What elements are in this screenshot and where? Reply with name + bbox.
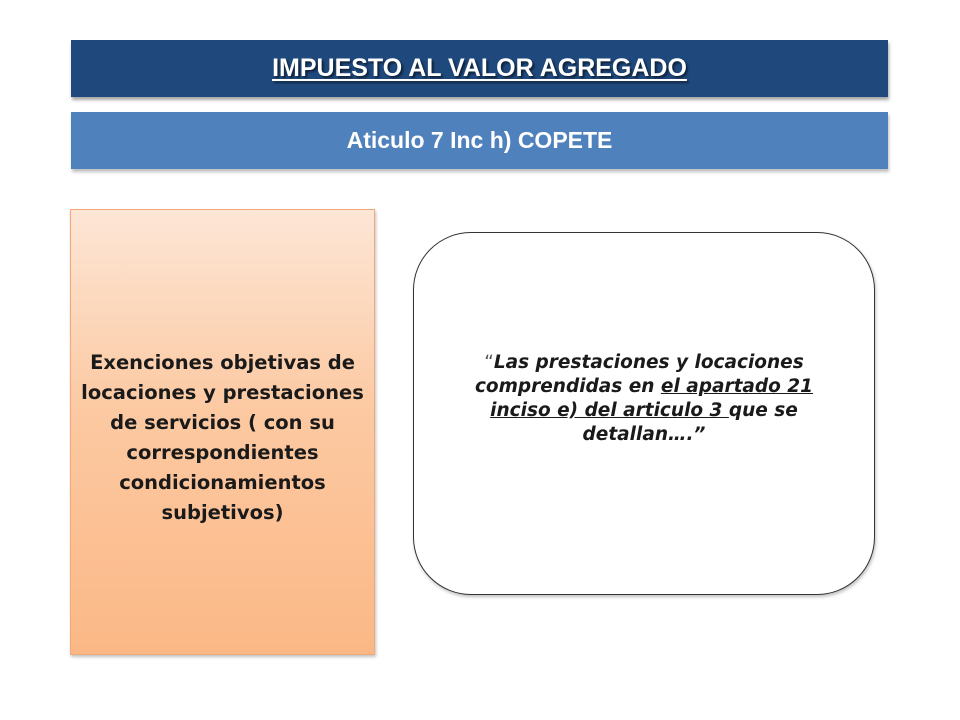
slide-subtitle: Aticulo 7 Inc h) COPETE bbox=[346, 127, 613, 153]
exemptions-box bbox=[70, 209, 375, 655]
title-banner bbox=[71, 40, 888, 97]
slide-title: IMPUESTO AL VALOR AGREGADO bbox=[272, 54, 687, 82]
close-quote-mark: ” bbox=[693, 424, 706, 445]
quote-box bbox=[413, 232, 875, 595]
quote-part-1: Las prestaciones y locaciones comprendidas en bbox=[474, 352, 804, 397]
quote-text bbox=[450, 351, 838, 447]
exemptions-text: Exenciones objetivas de locaciones y prestaciones de servicios ( con su correspondientes condicionamientos subjetivos) bbox=[81, 351, 364, 524]
open-quote-mark: “ bbox=[484, 352, 494, 373]
subtitle-banner bbox=[71, 112, 888, 169]
quote-underlined-reference: el apartado 21 inciso e) del articulo 3 bbox=[490, 376, 814, 421]
quote-part-2: que se detallan…. bbox=[582, 400, 798, 445]
